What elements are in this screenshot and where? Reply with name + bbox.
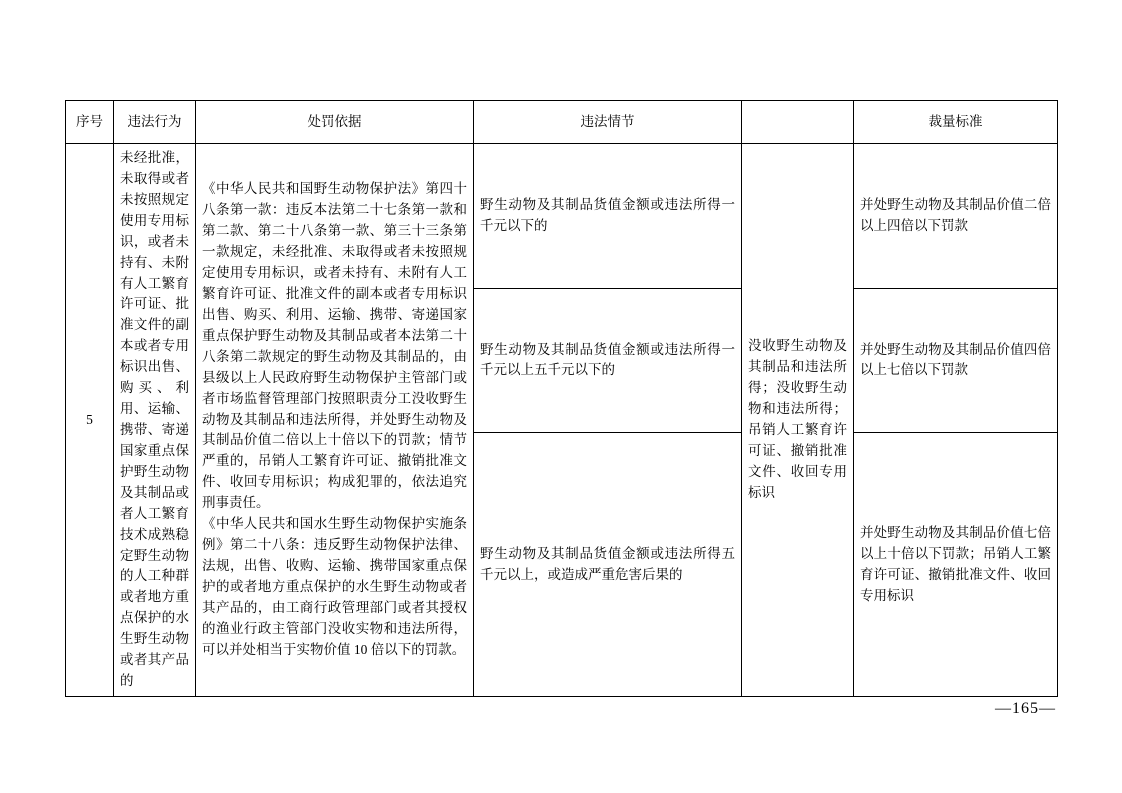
cell-penalty-basis <box>196 144 474 697</box>
discretion-standards-table <box>65 100 1058 697</box>
header-cell-violation: 违法行为 <box>114 101 196 144</box>
header-cell-standard: 裁量标准 <box>854 101 1058 144</box>
cell-case-3: 野生动物及其制品货值金额或违法所得五千元以上，或造成严重危害后果的 <box>474 433 742 697</box>
header-cell-seq: 序号 <box>66 101 114 144</box>
cell-case-2: 野生动物及其制品货值金额或违法所得一千元以上五千元以下的 <box>474 288 742 433</box>
header-cell-penalty-spacer <box>742 101 854 144</box>
cell-common-penalty: 没收野生动物及其制品和违法所得；没收野生动物和违法所得；吊销人工繁育许可证、撤销批准文件、收回专用标识 <box>742 144 854 697</box>
cell-standard-3: 并处野生动物及其制品价值七倍以上十倍以下罚款；吊销人工繁育许可证、撤销批准文件、收回专用标识 <box>854 433 1058 697</box>
cell-standard-2: 并处野生动物及其制品价值四倍以上七倍以下罚款 <box>854 288 1058 433</box>
table-row <box>66 144 1058 289</box>
header-cell-basis: 处罚依据 <box>196 101 474 144</box>
cell-sequence-number: 5 <box>66 144 114 697</box>
page-number: —165— <box>995 700 1056 717</box>
cell-standard-1: 并处野生动物及其制品价值二倍以上四倍以下罚款 <box>854 144 1058 289</box>
basis-paragraph-2: 《中华人民共和国水生野生动物保护实施条例》第二十八条：违反野生动物保护法律、法规，出售、收购、运输、携带国家重点保护的或者地方重点保护的水生野生动物或者其产品的，由工商行政管理部门或者其授权的渔业行政主管部门没收实物和违法所得，可以并处相当于实物价值 10 倍以下的罚款。 <box>202 516 467 657</box>
header-cell-case: 违法情节 <box>474 101 742 144</box>
table-container <box>65 100 1057 697</box>
table-header-row <box>66 101 1058 144</box>
cell-violation-act: 未经批准，未取得或者未按照规定使用专用标识，或者未持有、未附有人工繁育许可证、批准文件的副本或者专用标识出售、购买、利用、运输、携带、寄递国家重点保护野生动物及其制品或者人工繁育技术成熟稳定野生动物的人工种群或者地方重点保护的水生野生动物或者其产品的 <box>114 144 196 697</box>
basis-paragraph-1: 《中华人民共和国野生动物保护法》第四十八条第一款：违反本法第二十七条第一款和第二款、第二十八条第一款、第三十三条第一款规定，未经批准、未取得或者未按照规定使用专用标识，或者未持有、未附有人工繁育许可证、批准文件的副本或者专用标识出售、购买、利用、运输、携带、寄递国家重点保护野生动物及其制品或者本法第二十八条第二款规定的野生动物及其制品的，由县级以上人民政府野生动物保护主管部门或者市场监督管理部门按照职责分工没收野生动物及其制品和违法所得，并处野生动物及其制品价值二倍以上十倍以下的罚款；情节严重的，吊销人工繁育许可证、撤销批准文件、收回专用标识；构成犯罪的，依法追究刑事责任。 <box>202 181 467 511</box>
cell-case-1: 野生动物及其制品货值金额或违法所得一千元以下的 <box>474 144 742 289</box>
